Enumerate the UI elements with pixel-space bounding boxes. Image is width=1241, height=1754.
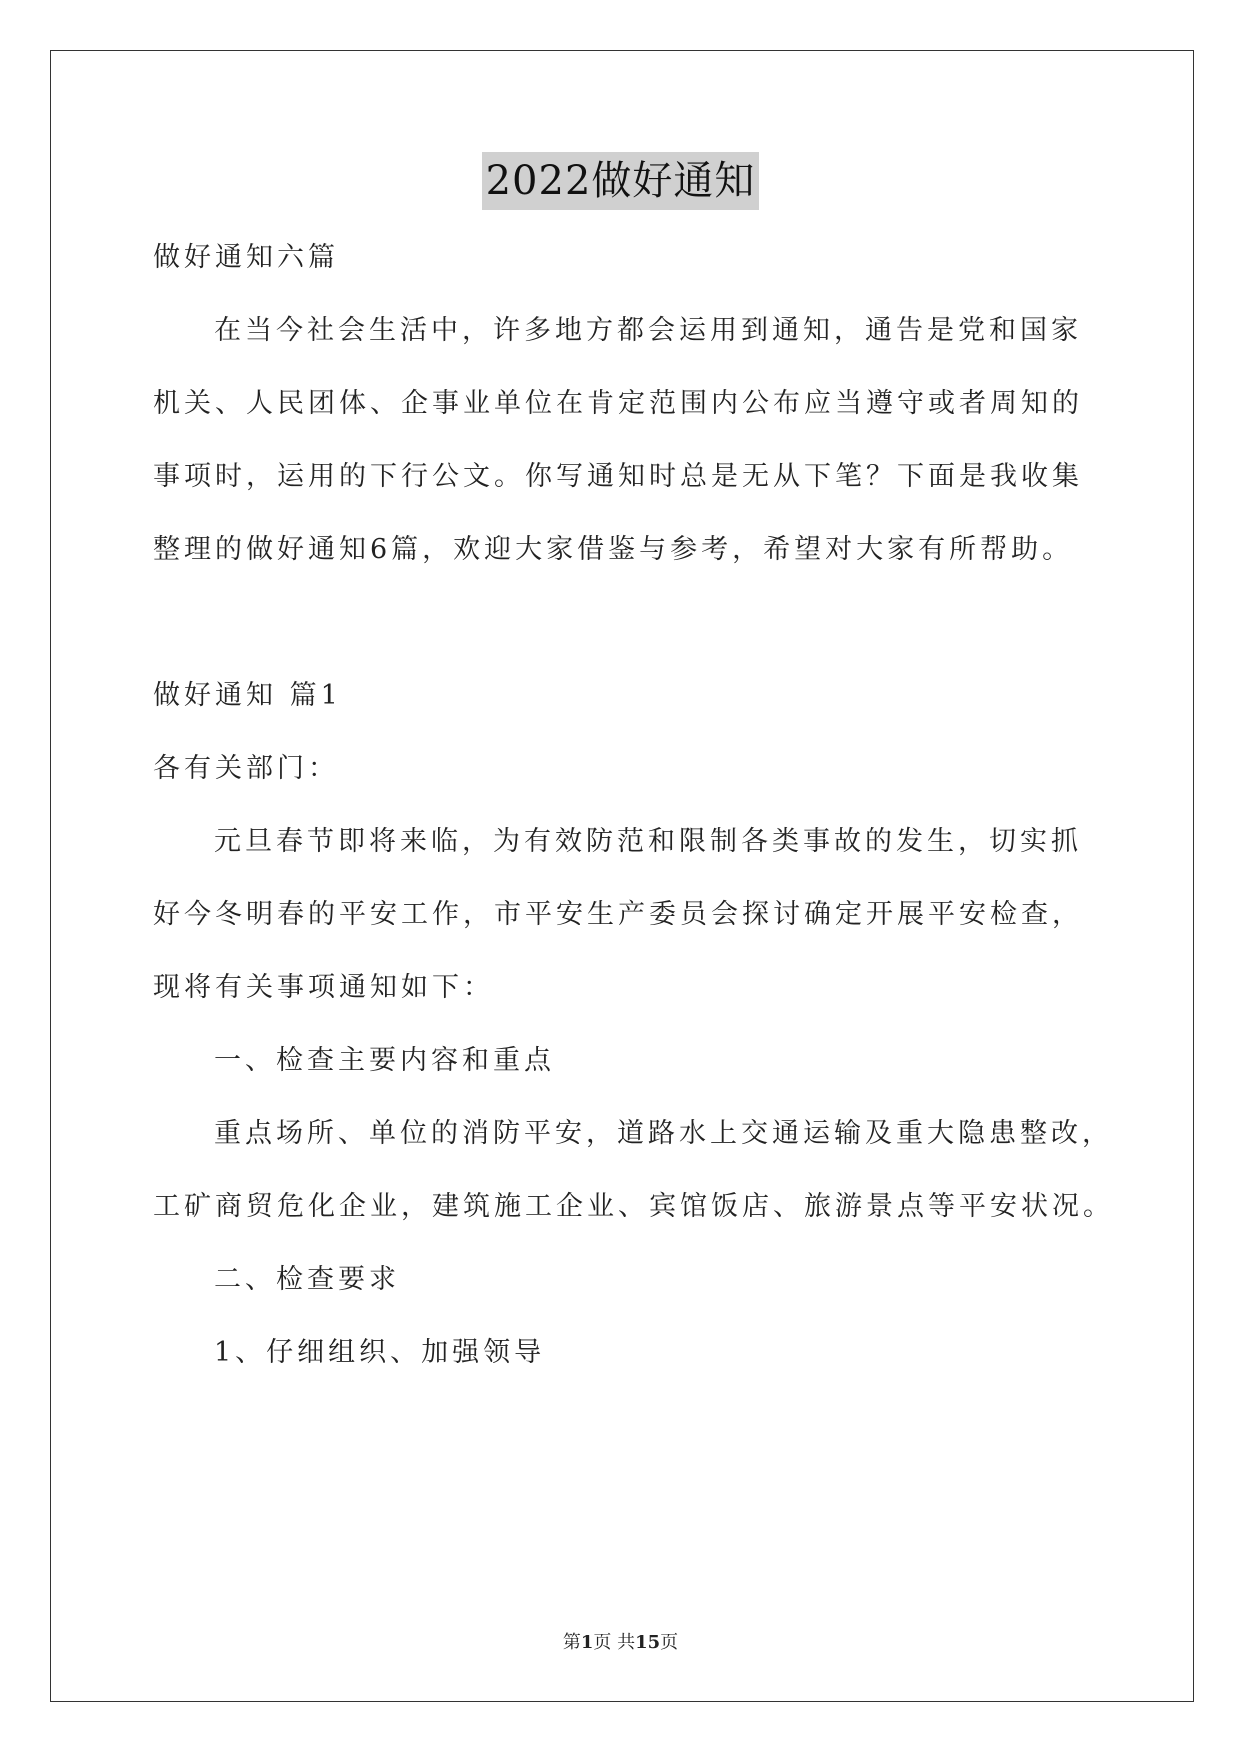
document-title: 2022做好通知 (482, 152, 760, 210)
footer-prefix: 第 (562, 1632, 581, 1653)
footer-page-number: 1 (580, 1632, 594, 1653)
salutation-line: 各有关部门： (153, 753, 339, 784)
paragraph-line: 现将有关事项通知如下： (153, 972, 494, 1003)
subtitle-line: 做好通知六篇 (153, 242, 339, 273)
title-container (0, 152, 1241, 210)
paragraph-line: 整理的做好通知6篇，欢迎大家借鉴与参考，希望对大家有所帮助。 (153, 534, 1074, 565)
paragraph-line: 好今冬明春的平安工作，市平安生产委员会探讨确定开展平安检查， (153, 899, 1083, 930)
footer-total-pages: 15 (635, 1632, 661, 1653)
paragraph-line: 工矿商贸危化企业，建筑施工企业、宾馆饭店、旅游景点等平安状况。 (153, 1191, 1114, 1222)
paragraph-line: 元旦春节即将来临，为有效防范和限制各类事故的发生，切实抓 (214, 826, 1082, 857)
paragraph-line: 重点场所、单位的消防平安，道路水上交通运输及重大隐患整改， (214, 1118, 1113, 1149)
footer-mid: 页 共 (593, 1632, 636, 1653)
list-item: 1、仔细组织、加强领导 (214, 1337, 546, 1368)
footer-suffix: 页 (660, 1632, 679, 1653)
paragraph-line: 事项时，运用的下行公文。你写通知时总是无从下笔？下面是我收集 (153, 461, 1083, 492)
section-heading: 做好通知 篇1 (153, 680, 342, 711)
paragraph-line: 在当今社会生活中，许多地方都会运用到通知，通告是党和国家 (214, 315, 1082, 346)
list-heading: 二、检查要求 (214, 1264, 400, 1295)
page-border (50, 50, 1194, 1702)
page-footer (0, 1628, 1241, 1654)
list-heading: 一、检查主要内容和重点 (214, 1045, 555, 1076)
paragraph-line: 机关、人民团体、企事业单位在肯定范围内公布应当遵守或者周知的 (153, 388, 1083, 419)
